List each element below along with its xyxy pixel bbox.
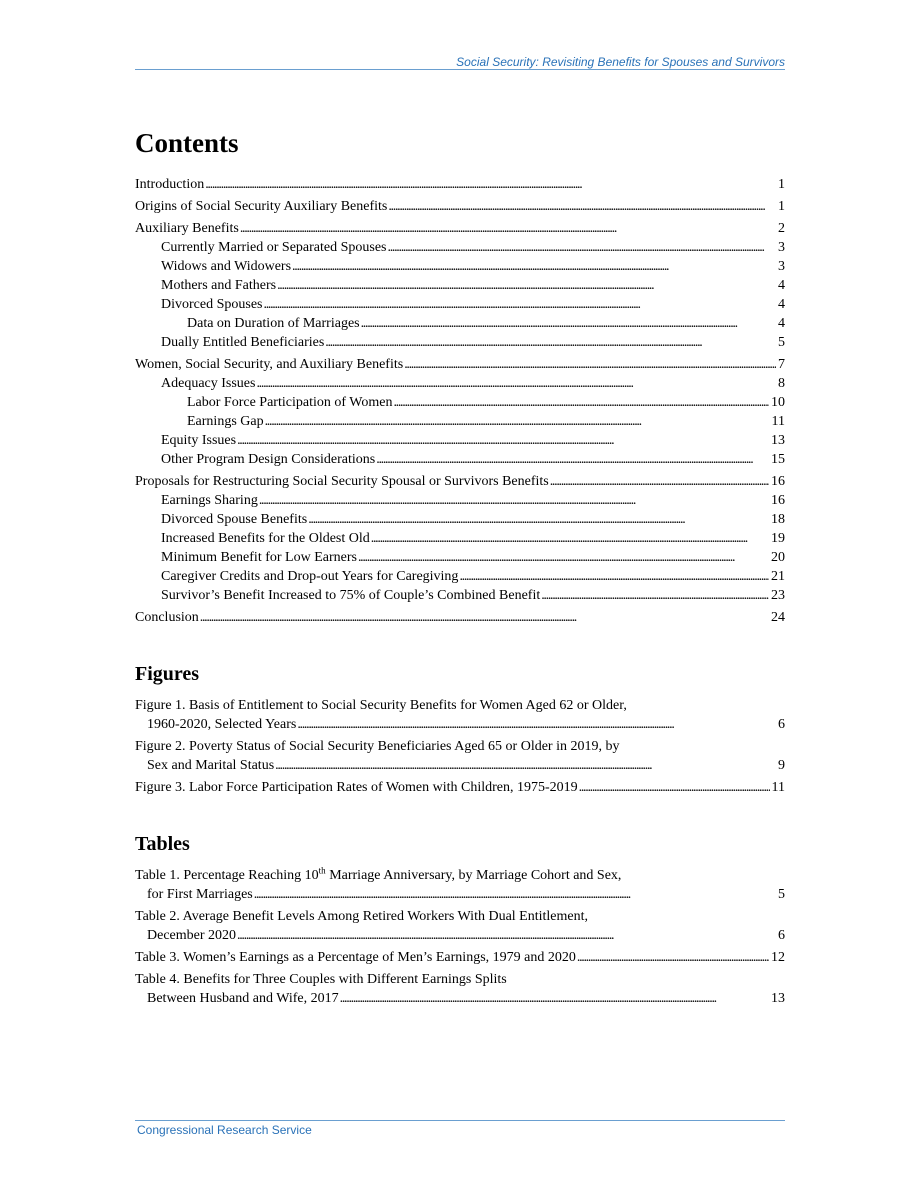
toc-entry-title: Auxiliary Benefits <box>135 221 239 236</box>
table-entry[interactable] <box>135 907 785 945</box>
toc-leader <box>393 393 769 412</box>
toc-leader <box>376 450 769 469</box>
toc-entry[interactable] <box>135 355 785 374</box>
toc-entry[interactable] <box>135 295 785 314</box>
toc-entry-title: Other Program Design Considerations <box>161 452 376 467</box>
table-entry[interactable] <box>135 948 785 967</box>
table-entry[interactable] <box>135 866 785 904</box>
table-entry-title-post: Marriage Anniversary, by Marriage Cohort and Sex, <box>325 868 622 883</box>
toc-entry[interactable] <box>135 529 785 548</box>
table-page-number: 5 <box>778 887 785 902</box>
figure-page-number: 11 <box>771 780 785 795</box>
figure-entry[interactable] <box>135 778 785 797</box>
toc-entry[interactable] <box>135 314 785 333</box>
toc-entry-title: Currently Married or Separated Spouses <box>161 240 387 255</box>
toc-page-number: 2 <box>778 221 785 236</box>
toc-entry-title: Conclusion <box>135 610 199 625</box>
figure-entry-title-line2: 1960-2020, Selected Years <box>147 717 297 732</box>
ordinal-superscript: th <box>318 865 326 876</box>
footer-rule <box>135 1120 785 1121</box>
toc-entry[interactable] <box>135 567 785 586</box>
table-entry-title-line1 <box>135 866 785 885</box>
toc-entry-title: Origins of Social Security Auxiliary Benefits <box>135 199 388 214</box>
toc-page-number: 4 <box>778 297 785 312</box>
figure-entry-title: Figure 3. Labor Force Participation Rates of Women with Children, 1975-2019 <box>135 780 578 795</box>
toc-page-number: 16 <box>771 474 785 489</box>
toc-entry-title: Earnings Sharing <box>161 493 258 508</box>
toc-leader <box>358 548 769 567</box>
toc-entry[interactable] <box>135 175 785 194</box>
toc-page-number: 16 <box>771 493 785 508</box>
figure-entry-title-line1: Figure 2. Poverty Status of Social Security Beneficiaries Aged 65 or Older in 2019, by <box>135 739 620 754</box>
toc-entry-title: Earnings Gap <box>187 414 264 429</box>
figure-page-number: 9 <box>778 758 785 773</box>
toc-leader <box>541 586 769 605</box>
toc-entry-title: Caregiver Credits and Drop-out Years for Caregiving <box>161 569 459 584</box>
toc-leader <box>259 491 769 510</box>
toc-leader <box>325 333 776 352</box>
toc-entry[interactable] <box>135 238 785 257</box>
toc-page-number: 8 <box>778 376 785 391</box>
table-entry[interactable] <box>135 970 785 1008</box>
toc-entry[interactable] <box>135 219 785 238</box>
toc-entry[interactable] <box>135 608 785 627</box>
toc-page-number: 24 <box>771 610 785 625</box>
table-entry-title-line1: Table 4. Benefits for Three Couples with Different Earnings Splits <box>135 972 507 987</box>
toc-leader <box>264 295 777 314</box>
figure-page-number: 6 <box>778 717 785 732</box>
table-page-number: 13 <box>771 991 785 1006</box>
toc-leader <box>388 238 777 257</box>
table-entry-title-line2: for First Marriages <box>147 887 253 902</box>
toc-leader <box>256 374 776 393</box>
toc-entry-title: Women, Social Security, and Auxiliary Benefits <box>135 357 404 372</box>
contents-heading: Contents <box>135 128 239 158</box>
toc-entry-title: Mothers and Fathers <box>161 278 277 293</box>
tables-section <box>135 831 785 1008</box>
toc-leader <box>388 197 776 216</box>
footer-publisher: Congressional Research Service <box>137 1123 312 1137</box>
toc-entry-title: Equity Issues <box>161 433 237 448</box>
contents-list <box>135 175 785 627</box>
table-page-number: 6 <box>778 928 785 943</box>
table-page-number: 12 <box>771 950 785 965</box>
toc-entry[interactable] <box>135 412 785 431</box>
toc-leader <box>404 355 776 374</box>
table-entry-title-line1: Table 2. Average Benefit Levels Among Retired Workers With Dual Entitlement, <box>135 909 588 924</box>
toc-entry[interactable] <box>135 257 785 276</box>
toc-page-number: 4 <box>778 316 785 331</box>
toc-leader <box>361 314 776 333</box>
toc-entry[interactable] <box>135 197 785 216</box>
figure-entry-title-line2: Sex and Marital Status <box>147 758 275 773</box>
toc-page-number: 3 <box>778 240 785 255</box>
figure-entry[interactable] <box>135 737 785 775</box>
toc-leader <box>200 608 769 627</box>
toc-leader <box>205 175 776 194</box>
toc-entry[interactable] <box>135 276 785 295</box>
toc-page-number: 4 <box>778 278 785 293</box>
table-entry-title-pre: Table 1. Percentage Reaching 10 <box>135 868 319 883</box>
running-header-title: Social Security: Revisiting Benefits for Spouses and Survivors <box>456 55 785 69</box>
table-entry-title-line2: Between Husband and Wife, 2017 <box>147 991 339 1006</box>
toc-entry-title: Labor Force Participation of Women <box>187 395 393 410</box>
toc-leader <box>254 885 776 904</box>
toc-page-number: 18 <box>771 512 785 527</box>
toc-page-number: 15 <box>771 452 785 467</box>
toc-page-content <box>135 126 785 1008</box>
toc-entry[interactable] <box>135 374 785 393</box>
toc-page-number: 5 <box>778 335 785 350</box>
toc-entry-title: Divorced Spouses <box>161 297 263 312</box>
toc-page-number: 10 <box>771 395 785 410</box>
toc-leader <box>577 948 769 967</box>
toc-entry[interactable] <box>135 450 785 469</box>
toc-page-number: 3 <box>778 259 785 274</box>
toc-entry-title: Widows and Widowers <box>161 259 292 274</box>
toc-page-number: 1 <box>778 177 785 192</box>
toc-page-number: 1 <box>778 199 785 214</box>
figure-entry-title-line1: Figure 1. Basis of Entitlement to Social Security Benefits for Women Aged 62 or Older, <box>135 698 627 713</box>
toc-entry[interactable] <box>135 510 785 529</box>
toc-leader <box>265 412 770 431</box>
figure-entry[interactable] <box>135 696 785 734</box>
toc-entry[interactable] <box>135 586 785 605</box>
toc-page-number: 20 <box>771 550 785 565</box>
toc-entry[interactable] <box>135 491 785 510</box>
toc-page-number: 7 <box>778 357 785 372</box>
toc-entry-title: Adequacy Issues <box>161 376 256 391</box>
toc-leader <box>550 472 769 491</box>
toc-leader <box>275 756 776 775</box>
toc-leader <box>308 510 769 529</box>
toc-leader <box>579 778 770 797</box>
header-rule <box>135 69 785 70</box>
toc-entry-title: Minimum Benefit for Low Earners <box>161 550 357 565</box>
toc-page-number: 19 <box>771 531 785 546</box>
toc-entry[interactable] <box>135 333 785 352</box>
toc-leader <box>237 926 776 945</box>
toc-leader <box>277 276 776 295</box>
toc-entry-title: Introduction <box>135 177 205 192</box>
toc-leader <box>459 567 769 586</box>
toc-page-number: 21 <box>771 569 785 584</box>
toc-page-number: 11 <box>771 414 785 429</box>
toc-page-number: 13 <box>771 433 785 448</box>
toc-entry-title: Data on Duration of Marriages <box>187 316 360 331</box>
toc-leader <box>371 529 769 548</box>
tables-heading: Tables <box>135 833 190 855</box>
toc-entry-title: Proposals for Restructuring Social Security Spousal or Survivors Benefits <box>135 474 549 489</box>
toc-entry-title: Dually Entitled Beneficiaries <box>161 335 325 350</box>
toc-entry[interactable] <box>135 393 785 412</box>
toc-entry[interactable] <box>135 548 785 567</box>
toc-entry-title: Increased Benefits for the Oldest Old <box>161 531 370 546</box>
toc-leader <box>340 989 769 1008</box>
toc-entry[interactable] <box>135 431 785 450</box>
toc-entry-title: Survivor’s Benefit Increased to 75% of Couple’s Combined Benefit <box>161 588 541 603</box>
figures-section <box>135 661 785 797</box>
toc-page-number: 23 <box>771 588 785 603</box>
table-entry-title: Table 3. Women’s Earnings as a Percentage of Men’s Earnings, 1979 and 2020 <box>135 950 576 965</box>
table-entry-title-line2: December 2020 <box>147 928 237 943</box>
toc-leader <box>240 219 776 238</box>
toc-entry[interactable] <box>135 472 785 491</box>
toc-leader <box>297 715 776 734</box>
toc-leader <box>237 431 769 450</box>
toc-leader <box>292 257 776 276</box>
figures-heading: Figures <box>135 663 200 685</box>
toc-entry-title: Divorced Spouse Benefits <box>161 512 308 527</box>
